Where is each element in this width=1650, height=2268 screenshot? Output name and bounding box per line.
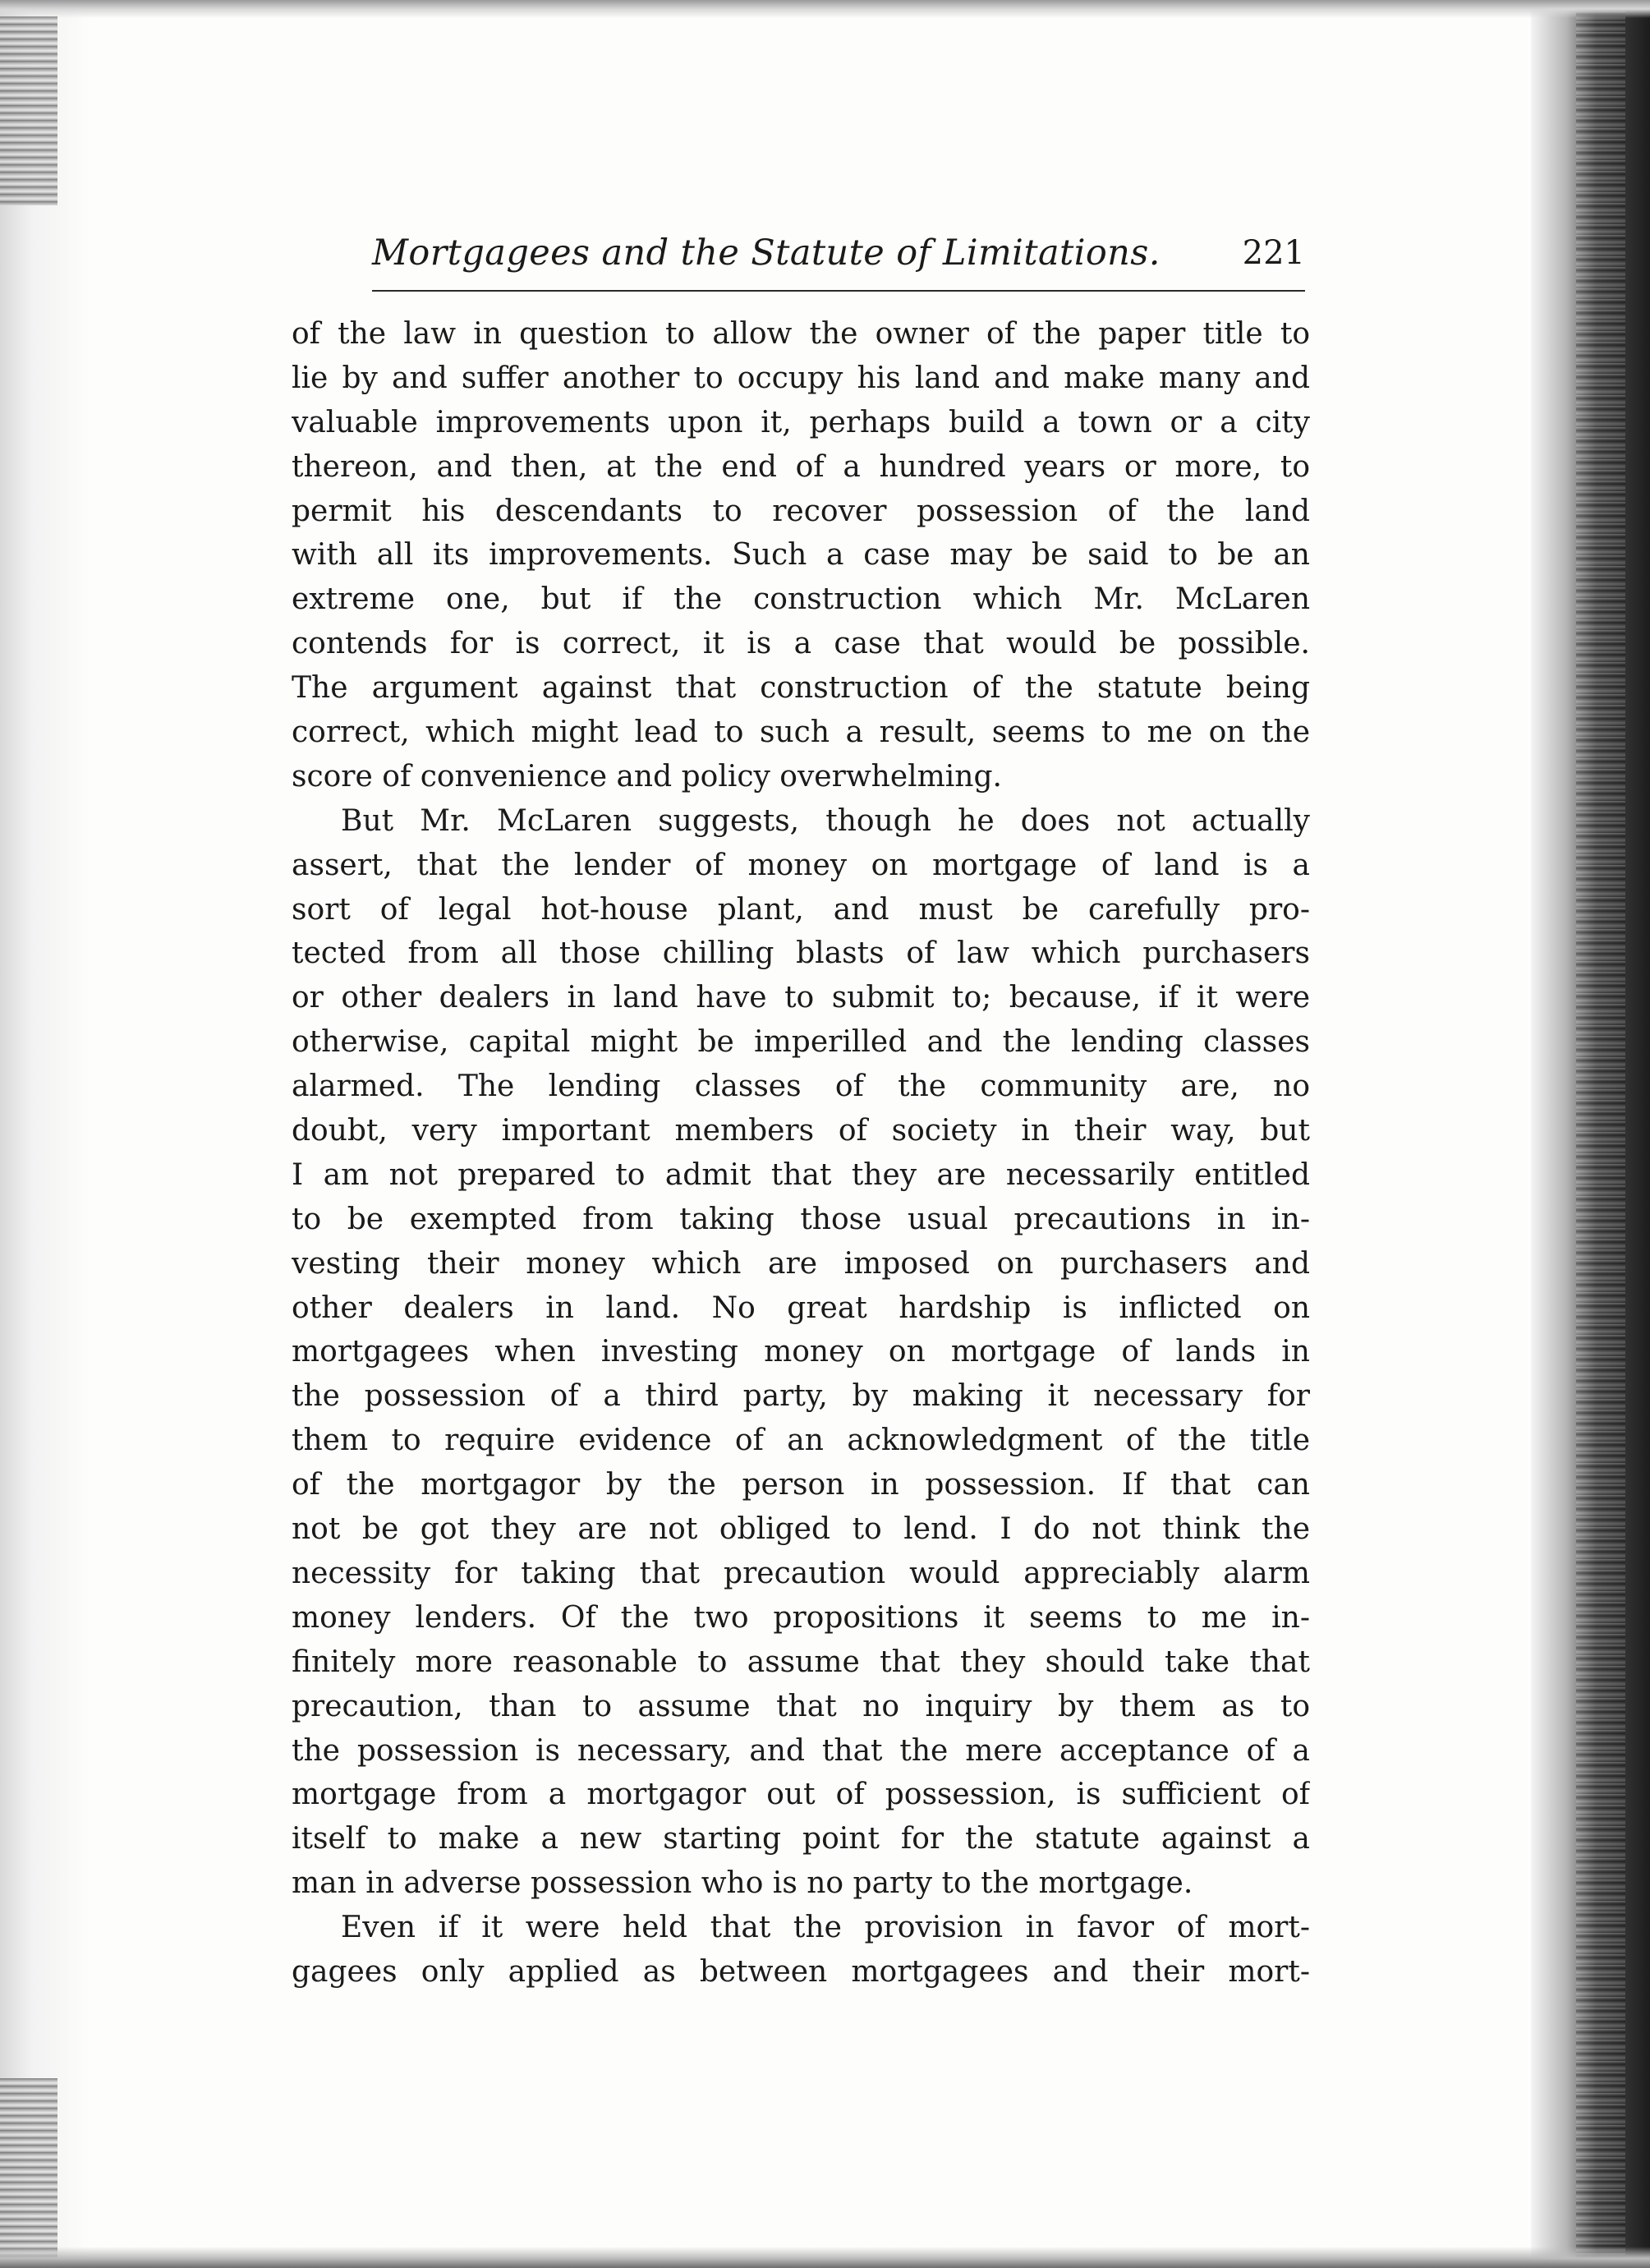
text-line: the possession of a third party, by making it necessary for bbox=[292, 1379, 1310, 1414]
text-line: score of convenience and policy overwhelming. bbox=[292, 759, 1002, 794]
text-line: Even if it were held that the provision in favor of mort- bbox=[341, 1911, 1310, 1945]
text-line: thereon, and then, at the end of a hundred years or more, to bbox=[292, 449, 1310, 484]
page-edge-left-shadow-bottom bbox=[0, 2078, 57, 2267]
text-line: or other dealers in land have to submit to; because, if it were bbox=[292, 981, 1310, 1015]
text-line: The argument against that construction of the statute being bbox=[292, 671, 1310, 706]
text-line: doubt, very important members of society in their way, but bbox=[292, 1114, 1310, 1148]
text-line: finitely more reasonable to assume that they should take that bbox=[292, 1645, 1310, 1679]
running-header bbox=[372, 228, 1305, 278]
text-line: contends for is correct, it is a case that would be possible. bbox=[292, 627, 1310, 661]
page-edge-right-texture bbox=[1576, 0, 1625, 2268]
page-edge-top bbox=[0, 0, 1650, 18]
text-line: alarmed. The lending classes of the community are, no bbox=[292, 1070, 1310, 1104]
page-edge-left bbox=[0, 0, 90, 2268]
text-line: the possession is necessary, and that the mere acceptance of a bbox=[292, 1733, 1310, 1768]
text-line: I am not prepared to admit that they are necessarily entitled bbox=[292, 1157, 1310, 1192]
header-rule bbox=[372, 290, 1305, 292]
text-line: them to require evidence of an acknowledgment of the title bbox=[292, 1424, 1310, 1458]
text-line: otherwise, capital might be imperilled and the lending classes bbox=[292, 1025, 1310, 1060]
text-line: tected from all those chilling blasts of law which purchasers bbox=[292, 936, 1310, 971]
text-line: assert, that the lender of money on mortgage of land is a bbox=[292, 848, 1310, 882]
text-line: sort of legal hot-house plant, and must be carefully pro- bbox=[292, 892, 1310, 927]
text-line: of the mortgagor by the person in possession. If that can bbox=[292, 1468, 1310, 1502]
text-line: money lenders. Of the two propositions it seems to me in- bbox=[292, 1600, 1310, 1635]
page-edge-left-shadow-top bbox=[0, 16, 57, 205]
text-line: correct, which might lead to such a result, seems to me on the bbox=[292, 715, 1310, 750]
text-line: precaution, than to assume that no inquiry by them as to bbox=[292, 1689, 1310, 1723]
text-line: extreme one, but if the construction which Mr. McLaren bbox=[292, 582, 1310, 617]
text-line: to be exempted from taking those usual precautions in in- bbox=[292, 1202, 1310, 1236]
text-line: permit his descendants to recover possession of the land bbox=[292, 494, 1310, 528]
text-line: gagees only applied as between mortgagees and their mort- bbox=[292, 1954, 1310, 1989]
text-line: with all its improvements. Such a case may be said to be an bbox=[292, 538, 1310, 573]
text-line: vesting their money which are imposed on purchasers and bbox=[292, 1246, 1310, 1281]
text-line: of the law in question to allow the owner of the paper title to bbox=[292, 317, 1310, 351]
text-line: itself to make a new starting point for the statute against a bbox=[292, 1822, 1310, 1856]
text-line: valuable improvements upon it, perhaps build a town or a city bbox=[292, 405, 1310, 439]
running-title: Mortgagees and the Statute of Limitations. bbox=[372, 232, 1161, 274]
text-line: not be got they are not obliged to lend. I do not think the bbox=[292, 1512, 1310, 1547]
text-line: mortgage from a mortgagor out of possession, is sufficient of bbox=[292, 1778, 1310, 1812]
page-edge-bottom bbox=[0, 2247, 1650, 2268]
text-line: necessity for taking that precaution would appreciably alarm bbox=[292, 1556, 1310, 1590]
text-line: But Mr. McLaren suggests, though he does not actually bbox=[341, 803, 1310, 838]
page-number: 221 bbox=[1242, 234, 1305, 272]
text-line: other dealers in land. No great hardship is inflicted on bbox=[292, 1290, 1310, 1325]
body-text bbox=[292, 312, 1310, 1994]
text-line: lie by and suffer another to occupy his land and make many and bbox=[292, 361, 1310, 395]
text-line: mortgagees when investing money on mortgage of lands in bbox=[292, 1335, 1310, 1369]
text-line: man in adverse possession who is no party to the mortgage. bbox=[292, 1866, 1193, 1901]
